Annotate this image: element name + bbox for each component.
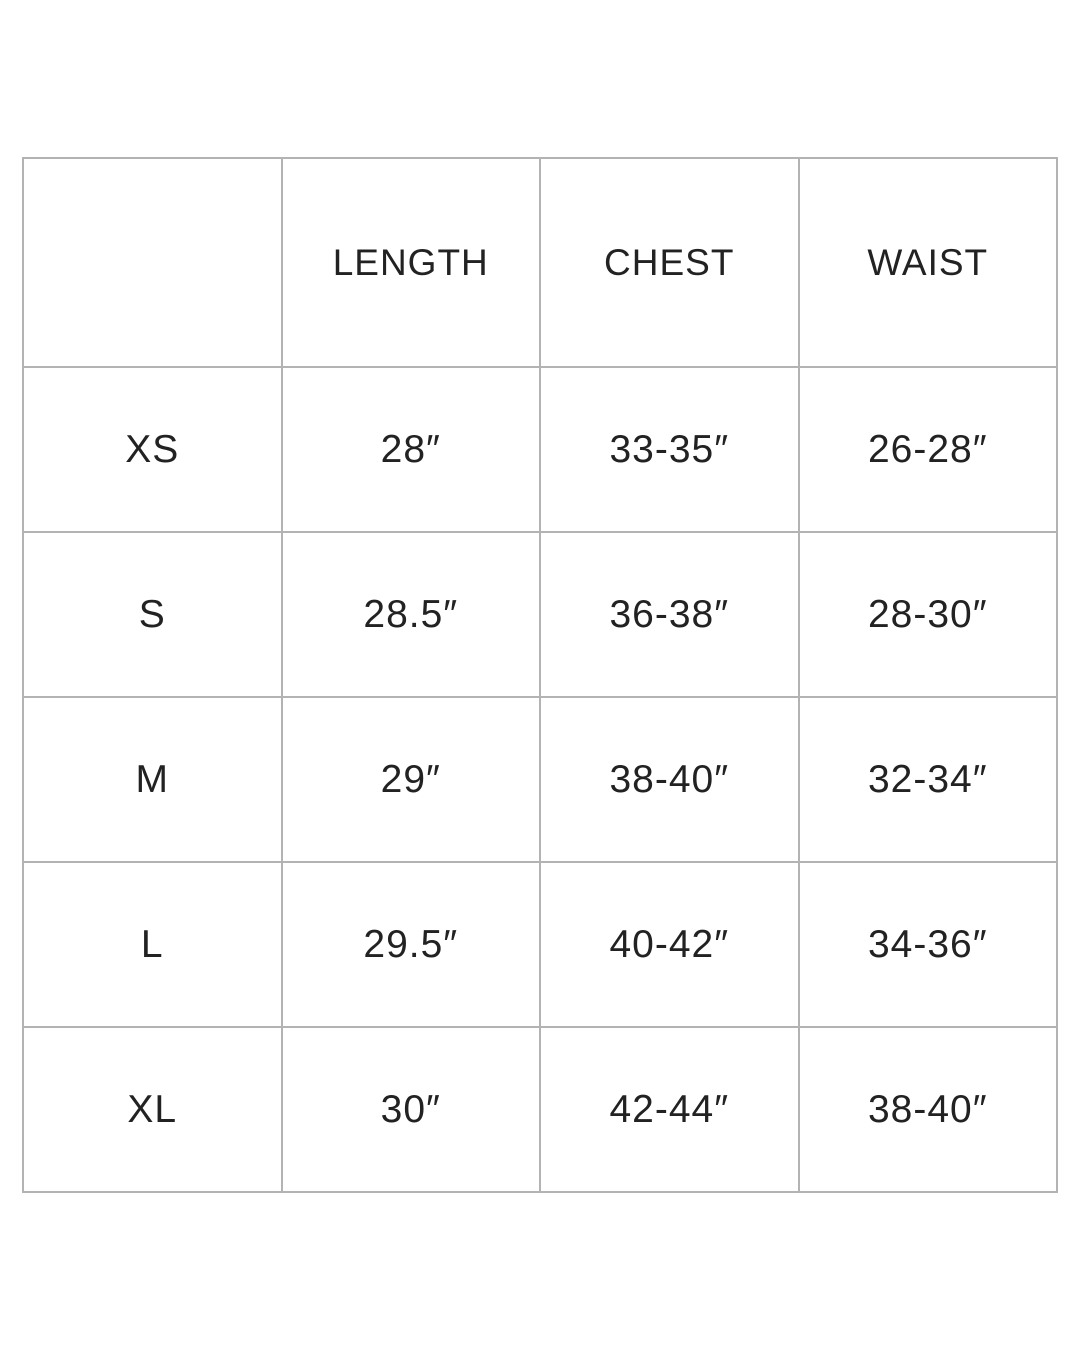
table-row [23,1027,1057,1192]
waist-cell: 34-36″ [799,862,1058,1027]
header-chest: CHEST [540,158,799,367]
header-row [23,158,1057,367]
size-label-cell: S [23,532,282,697]
size-label-cell: L [23,862,282,1027]
size-chart-table [22,157,1058,1193]
header-length: LENGTH [282,158,541,367]
table-row [23,532,1057,697]
waist-cell: 26-28″ [799,367,1058,532]
table-row [23,367,1057,532]
table-row [23,697,1057,862]
chest-cell: 40-42″ [540,862,799,1027]
waist-cell: 38-40″ [799,1027,1058,1192]
length-cell: 28″ [282,367,541,532]
size-chart-header [23,158,1057,367]
length-cell: 28.5″ [282,532,541,697]
length-cell: 30″ [282,1027,541,1192]
size-label-cell: M [23,697,282,862]
length-cell: 29″ [282,697,541,862]
header-corner-cell [23,158,282,367]
length-cell: 29.5″ [282,862,541,1027]
chest-cell: 42-44″ [540,1027,799,1192]
waist-cell: 28-30″ [799,532,1058,697]
chest-cell: 33-35″ [540,367,799,532]
size-label-cell: XS [23,367,282,532]
table-row [23,862,1057,1027]
chest-cell: 36-38″ [540,532,799,697]
header-waist: WAIST [799,158,1058,367]
size-label-cell: XL [23,1027,282,1192]
chest-cell: 38-40″ [540,697,799,862]
waist-cell: 32-34″ [799,697,1058,862]
size-chart-body [23,367,1057,1192]
